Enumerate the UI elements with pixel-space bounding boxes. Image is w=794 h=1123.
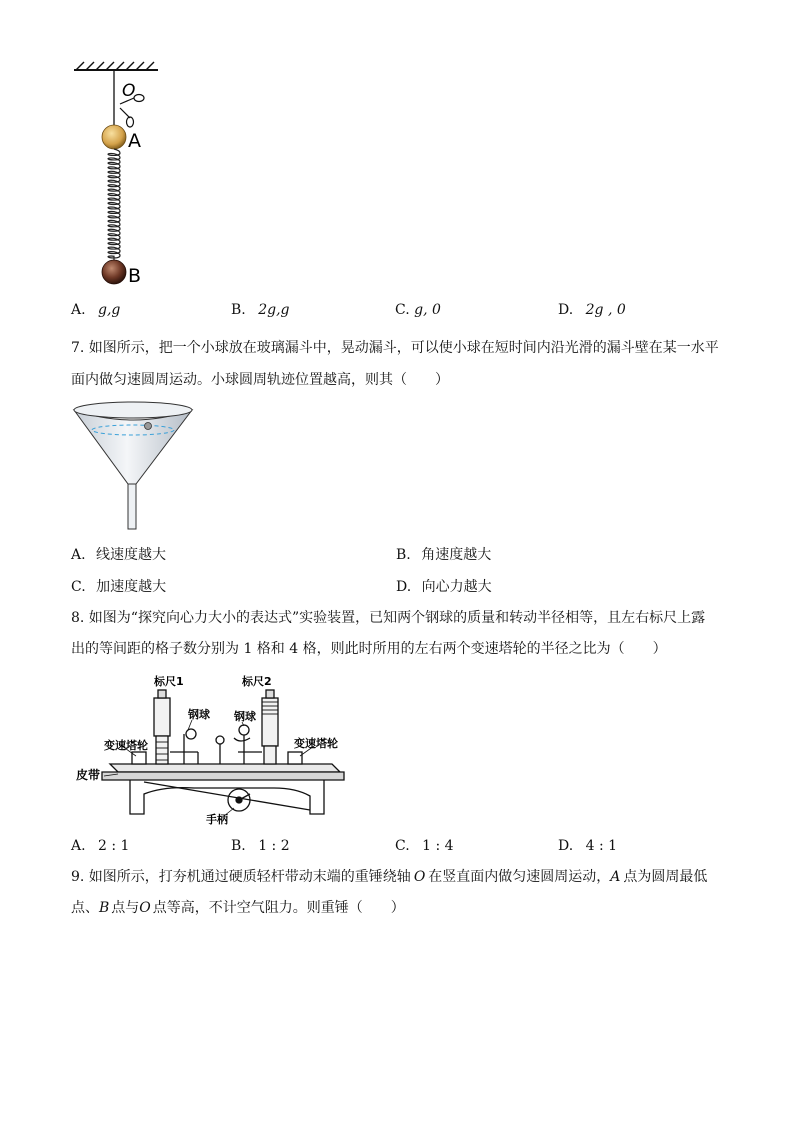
funnel-rim xyxy=(74,402,192,418)
tower-pulley-right xyxy=(288,752,302,764)
ball-a xyxy=(102,125,126,149)
label-b: B xyxy=(128,265,142,287)
q7-option-c-text: 加速度越大 xyxy=(96,579,167,595)
ceiling-hatch xyxy=(76,62,154,70)
q6-option-b-key: B. xyxy=(231,302,246,318)
steel-ball-right xyxy=(239,725,249,735)
belt-diagonal xyxy=(144,782,310,810)
q8-option-b[interactable] xyxy=(231,836,290,856)
q8-option-a-text: 2 : 1 xyxy=(98,838,130,854)
centripetal-apparatus-figure xyxy=(74,668,354,828)
q9-line-2-c: 点等高，不计空气阻力。则重锤（ ） xyxy=(152,900,405,916)
q6-option-d-text: 2g , 0 xyxy=(585,302,626,318)
q9-point-a: A xyxy=(610,869,621,885)
q7-option-c-key: C. xyxy=(71,579,86,595)
ball-b xyxy=(102,260,126,284)
funnel-figure-svg xyxy=(70,400,196,532)
funnel-cone xyxy=(74,410,192,484)
q9-point-o: O xyxy=(139,900,151,916)
label-o: O xyxy=(122,81,136,101)
label-tower-right: 变速塔轮 xyxy=(294,737,338,750)
q7-option-d[interactable] xyxy=(396,577,492,597)
label-belt: 皮带 xyxy=(76,768,101,782)
belt-plate xyxy=(102,772,344,780)
label-ruler-2: 标尺2 xyxy=(242,675,272,688)
q8-option-d-key: D. xyxy=(558,838,574,854)
q9-line-2-a: 点、 xyxy=(71,900,99,916)
small-ball xyxy=(145,423,152,430)
funnel-stem xyxy=(128,484,136,529)
q7-option-b-key: B. xyxy=(396,547,411,563)
q9-line-1 xyxy=(71,867,707,887)
funnel-figure xyxy=(70,400,196,532)
apparatus-svg xyxy=(74,668,354,828)
q9-line-1-c: 点为圆周最低 xyxy=(623,869,708,885)
q9-line-1-a: 9. 如图所示，打夯机通过硬质轻杆带动末端的重锤绕轴 xyxy=(71,869,411,885)
q7-option-b-text: 角速度越大 xyxy=(421,547,492,563)
spring-figure-svg xyxy=(60,58,170,290)
q8-line-1: 8. 如图为“探究向心力大小的表达式”实验装置，已知两个钢球的质量和转动半径相等，且左右标尺上露 xyxy=(71,610,706,626)
q8-line-2: 出的等间距的格子数分别为 1 格和 4 格，则此时所用的左右两个变速塔轮的半径之比为（ ） xyxy=(71,641,667,657)
q8-option-a-key: A. xyxy=(71,838,86,854)
q7-option-c[interactable] xyxy=(71,577,166,597)
q8-option-b-text: 1 : 2 xyxy=(258,838,290,854)
q8-option-b-key: B. xyxy=(231,838,246,854)
label-ball-right: 钢球 xyxy=(234,710,256,723)
label-handle: 手柄 xyxy=(206,813,228,826)
label-ball-left: 钢球 xyxy=(188,708,210,721)
label-tower-left: 变速塔轮 xyxy=(104,739,148,752)
q7-line-1: 7. 如图所示，把一个小球放在玻璃漏斗中，晃动漏斗，可以使小球在短时间内沿光滑的漏斗壁在某一水平 xyxy=(71,340,719,356)
top-plate xyxy=(110,764,340,772)
q6-option-d[interactable] xyxy=(558,300,626,320)
spring-figure xyxy=(60,58,170,290)
q8-option-d-text: 4 : 1 xyxy=(585,838,618,854)
q9-line-2 xyxy=(71,898,405,918)
q6-option-a-text: g,g xyxy=(98,302,121,318)
ruler-1-body xyxy=(154,698,170,736)
q9-point-b: B xyxy=(99,900,110,916)
label-ruler-1: 标尺1 xyxy=(154,675,184,688)
q8-option-d[interactable] xyxy=(558,836,617,856)
q9-line-1-b: 在竖直面内做匀速圆周运动， xyxy=(428,869,611,885)
q7-option-d-key: D. xyxy=(396,579,412,595)
q9-axis-o: O xyxy=(413,869,426,885)
q7-option-b[interactable] xyxy=(396,545,491,565)
q8-option-c[interactable] xyxy=(395,836,454,856)
q8-option-a[interactable] xyxy=(71,836,129,856)
q8-option-c-text: 1 : 4 xyxy=(422,838,454,854)
q9-line-2-b: 点与 xyxy=(111,900,140,916)
ruler-2-body xyxy=(262,698,278,746)
q6-option-d-key: D. xyxy=(558,302,574,318)
q6-option-a[interactable] xyxy=(71,300,120,320)
label-a: A xyxy=(128,130,141,152)
q6-option-c-text: g, 0 xyxy=(414,302,441,318)
q7-option-a-key: A. xyxy=(71,547,86,563)
q7-option-a[interactable] xyxy=(71,545,166,565)
q6-option-c[interactable] xyxy=(395,300,441,320)
spring-coil xyxy=(108,149,120,260)
q6-option-a-key: A. xyxy=(71,302,86,318)
steel-ball-left xyxy=(186,729,196,739)
q7-option-d-text: 向心力越大 xyxy=(421,579,492,595)
q8-option-c-key: C. xyxy=(395,838,410,854)
q6-option-b[interactable] xyxy=(231,300,289,320)
q6-option-b-text: 2g,g xyxy=(258,302,290,318)
q7-line-2: 面内做匀速圆周运动。小球圆周轨迹位置越高，则其（ ） xyxy=(71,372,449,388)
q6-option-c-key: C. xyxy=(395,302,410,318)
q7-option-a-text: 线速度越大 xyxy=(96,547,167,563)
tower-pulley-left xyxy=(132,752,146,764)
